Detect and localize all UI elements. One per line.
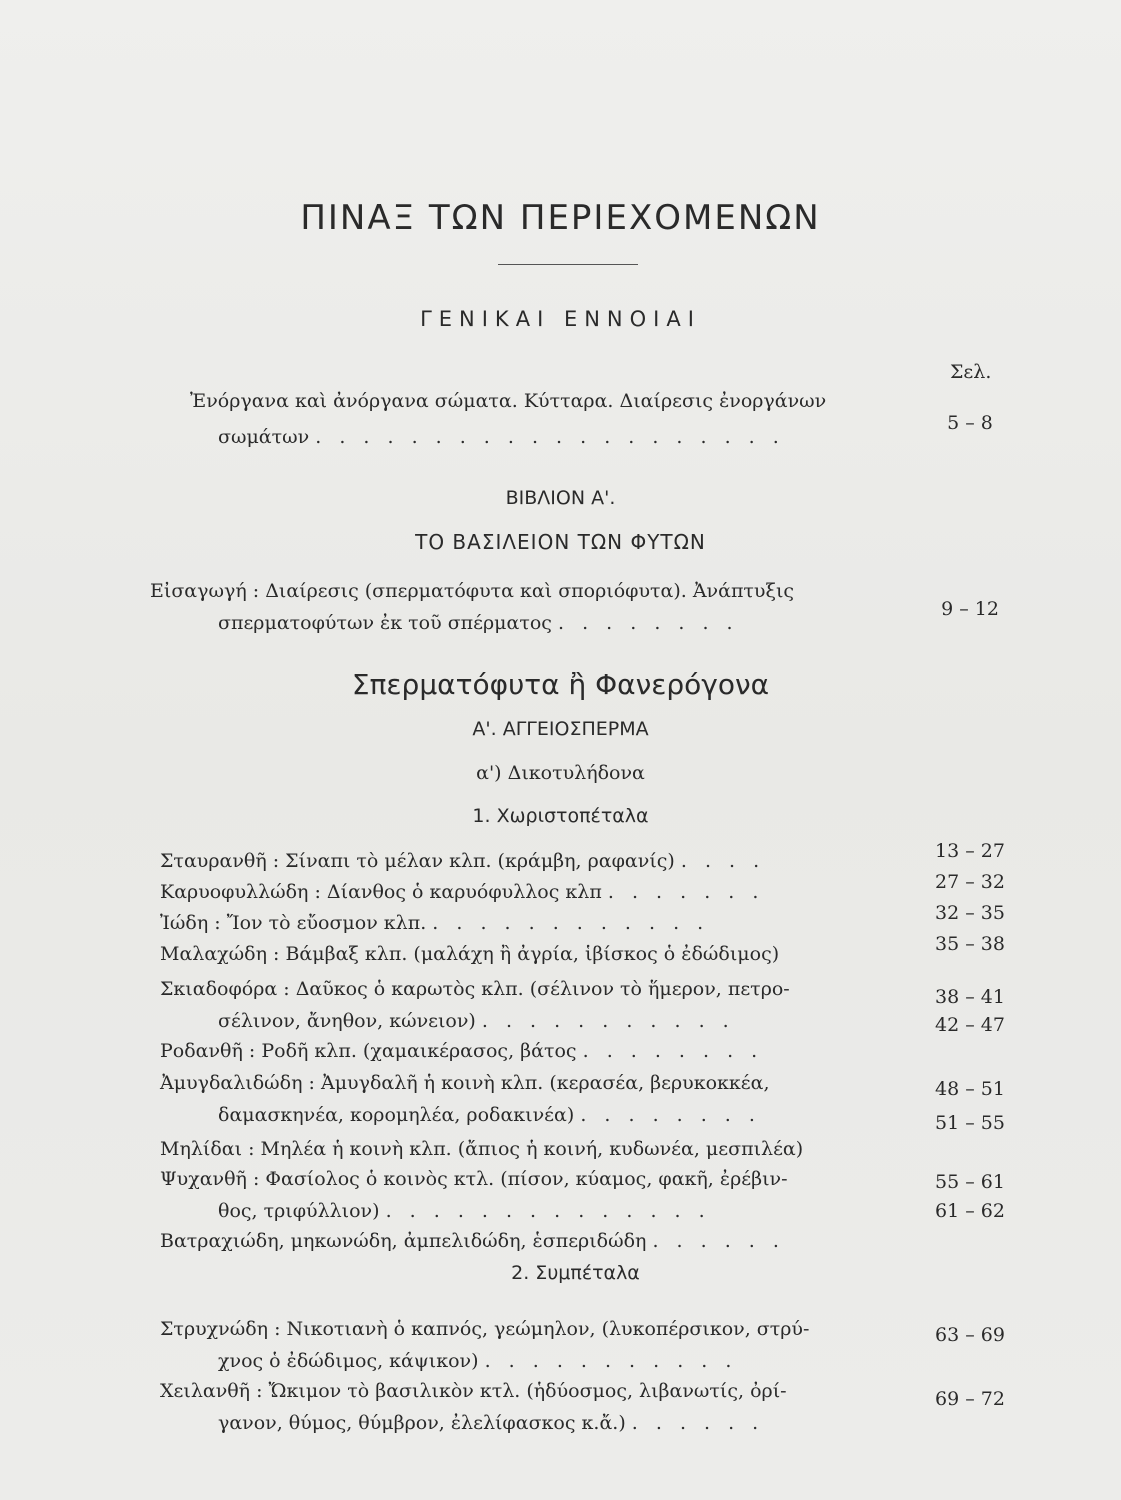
title-divider (498, 264, 638, 265)
page-range: 27 – 32 (935, 871, 1005, 893)
leader-dots: . . . . . . (652, 1230, 785, 1252)
leader-dots: . . . . . . . . (558, 612, 739, 634)
leader-dots: . . . . . . . . (582, 1040, 764, 1062)
class-heading: α') Δικοτυλήδονα (476, 762, 645, 784)
entry-line-1: Μηλίδαι : Μηλέα ἡ κοινὴ κλπ. (ἄπιος ἡ κοινή, κυδωνέα, μεσπιλέα) (160, 1138, 804, 1160)
entry-line-1: Ἰώδη : Ἴον τὸ εὔοσμον κλπ. (160, 912, 427, 934)
entry-line-1: Σταυρανθῆ : Σίναπι τὸ μέλαν κλπ. (κράμβη, ραφανίς) (160, 850, 675, 872)
entry-line-1: Στρυχνώδη : Νικοτιανὴ ὁ καπνός, γεώμηλον, (λυκοπέρσικον, στρύ- (160, 1318, 810, 1340)
kingdom-heading: ΤΟ ΒΑΣΙΛΕΙΟΝ ΤΩΝ ΦΥΤΩΝ (415, 530, 706, 554)
page-range: 48 – 51 (935, 1078, 1005, 1100)
leader-dots: . . . . (680, 850, 766, 872)
entry-line-1: Ἐνόργανα καὶ ἀνόργανα σώματα. Κύτταρα. Διαίρεσις ἐνοργάνων (190, 390, 827, 412)
entry-line-1: Χειλανθῆ : Ὤκιμον τὸ βασιλικὸν κτλ. (ἡδύοσμος, λιβανωτίς, ὀρί- (160, 1380, 787, 1402)
page-range: 5 – 8 (947, 412, 993, 434)
page-title: ΠΙΝΑΞ ΤΩΝ ΠΕΡΙΕΧΟΜΕΝΩΝ (300, 198, 821, 238)
leader-dots: . . . . . . . . . . . . . . (385, 1200, 711, 1222)
page-range: 51 – 55 (935, 1112, 1005, 1134)
page-range: 9 – 12 (941, 598, 999, 620)
entry-line-2: θος, τριφύλλιον) (218, 1200, 380, 1222)
page-range: 63 – 69 (935, 1324, 1005, 1346)
page-range: 61 – 62 (935, 1200, 1005, 1222)
entry-line-1: Καρυοφυλλώδη : Δίανθος ὁ καρυόφυλλος κλπ (160, 881, 602, 903)
entry-line-2: δαμασκηνέα, κορομηλέα, ροδακινέα) (218, 1104, 575, 1126)
entry-line-1: Ψυχανθῆ : Φασίολος ὁ κοινὸς κτλ. (πίσον, κύαμος, φακῆ, ἐρέβιν- (160, 1168, 788, 1190)
group-heading: 2. Συμπέταλα (511, 1262, 640, 1284)
page-range: 35 – 38 (935, 933, 1005, 955)
leader-dots: . . . . . . (631, 1412, 765, 1434)
entry-line-1: Σκιαδοφόρα : Δαῦκος ὁ καρωτὸς κλπ. (σέλινον τὸ ἥμερον, πετρο- (160, 978, 790, 1000)
leader-dots: . . . . . . . . . . . (484, 1350, 738, 1372)
page-range: 38 – 41 (935, 986, 1005, 1008)
leader-dots: . . . . . . . . . . . . . . . . . . . . (315, 426, 785, 448)
entry-line-2: σωμάτων (218, 426, 310, 448)
page-column-label: Σελ. (950, 361, 992, 383)
entry-line-1: Μαλαχώδη : Βάμβαξ κλπ. (μαλάχη ἢ ἀγρία, ἱβίσκος ὁ ἐδώδιμος) (160, 943, 780, 965)
subsection-heading: Α'. ΑΓΓΕΙΟΣΠΕΡΜΑ (472, 718, 649, 740)
page-range: 13 – 27 (935, 840, 1005, 862)
group-heading: 1. Χωριστοπέταλα (472, 805, 649, 827)
page-range: 32 – 35 (935, 902, 1005, 924)
entry-line-1: Εἰσαγωγή : Διαίρεσις (σπερματόφυτα καὶ σποριόφυτα). Ἀνάπτυξις (150, 580, 795, 602)
book-heading: ΒΙΒΛΙΟΝ Α'. (505, 487, 616, 509)
page-range: 55 – 61 (935, 1171, 1005, 1193)
leader-dots: . . . . . . . . . . . . (432, 912, 710, 934)
page-range: 69 – 72 (935, 1388, 1005, 1410)
section-heading: Σπερματόφυτα ἢ Φανερόγονα (351, 668, 770, 701)
leader-dots: . . . . . . . . (580, 1104, 761, 1126)
page-range: 42 – 47 (935, 1014, 1005, 1036)
leader-dots: . . . . . . . . . . . (481, 1010, 735, 1032)
leader-dots: . . . . . . . (607, 881, 765, 903)
entry-line-2: χνος ὁ ἐδώδιμος, κάψικον) (218, 1350, 479, 1372)
entry-line-1: Βατραχιώδη, μηκωνώδη, ἀμπελιδώδη, ἑσπεριδώδη (160, 1230, 647, 1252)
entry-line-2: σέλινον, ἄνηθον, κώνειον) (218, 1010, 476, 1032)
entry-line-1: Ἀμυγδαλιδώδη : Ἀμυγδαλῆ ἡ κοινὴ κλπ. (κερασέα, βερυκοκκέα, (160, 1072, 770, 1094)
entry-line-2: σπερματοφύτων ἐκ τοῦ σπέρματος (218, 612, 552, 634)
general-heading: ΓΕΝΙΚΑΙ ΕΝΝΟΙΑΙ (420, 307, 701, 331)
entry-line-1: Ροδανθῆ : Ροδῆ κλπ. (χαμαικέρασος, βάτος (160, 1040, 577, 1062)
entry-line-2: γανον, θύμος, θύμβρον, ἐλελίφασκος κ.ἄ.) (218, 1412, 626, 1434)
